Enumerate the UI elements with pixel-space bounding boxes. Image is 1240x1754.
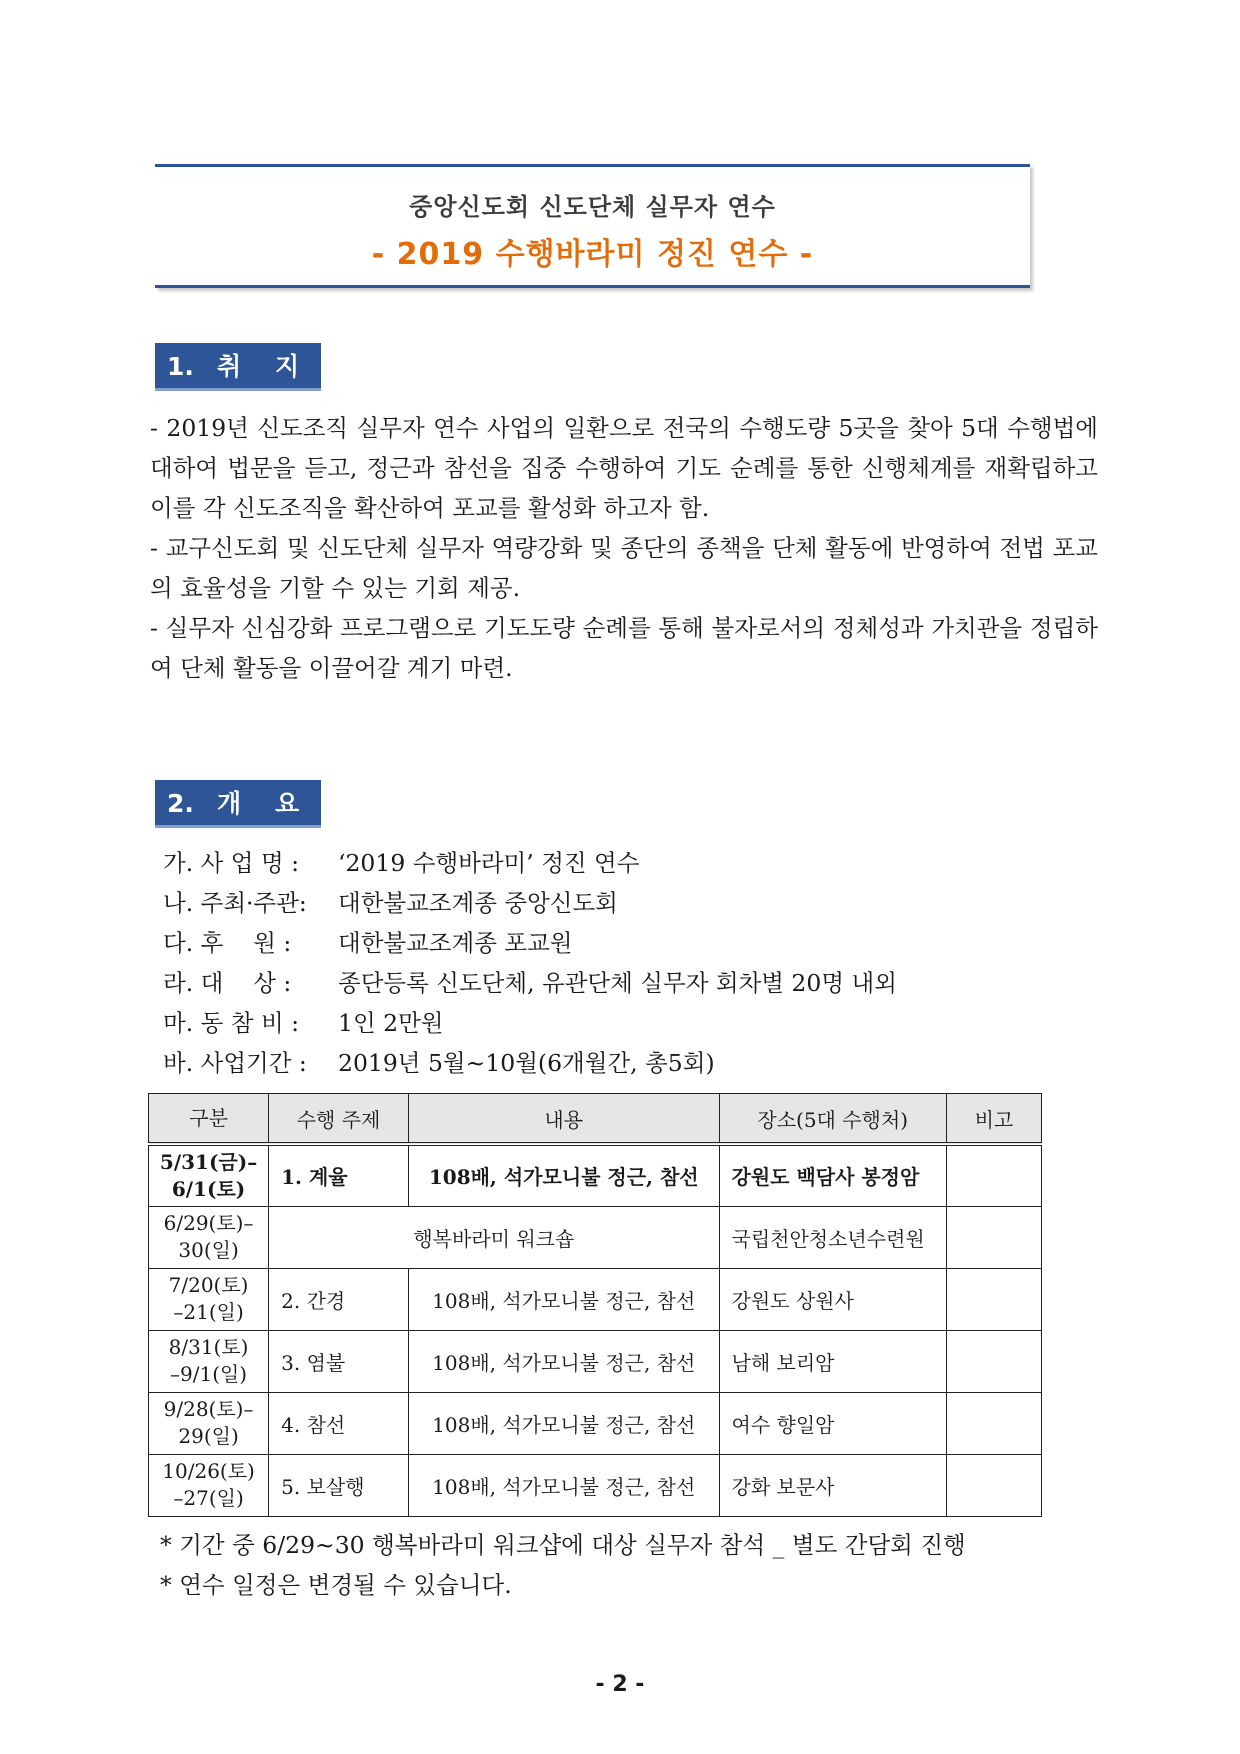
- table-header-row: [149, 1094, 1042, 1145]
- date-end: 30(일): [178, 1238, 239, 1262]
- date-start: 8/31(토): [168, 1335, 249, 1359]
- date-end: –9/1(일): [170, 1362, 248, 1386]
- merged-content-cell: 행복바라미 워크숍: [269, 1206, 719, 1268]
- note-cell: [946, 1206, 1041, 1268]
- theme-cell: 5. 보살행: [269, 1454, 409, 1516]
- schedule-table: [148, 1093, 1042, 1517]
- theme-cell: 3. 염불: [269, 1330, 409, 1392]
- overview-list: [163, 843, 897, 1083]
- table-row: [149, 1206, 1042, 1268]
- column-header: 장소(5대 수행처): [719, 1094, 946, 1145]
- note-cell: [946, 1392, 1041, 1454]
- footnote: * 연수 일정은 변경될 수 있습니다.: [160, 1571, 512, 1599]
- section-number: 2.: [167, 789, 194, 818]
- note-cell: [946, 1144, 1041, 1206]
- section-title-char: 요: [275, 789, 300, 818]
- overview-item: [163, 843, 897, 883]
- column-header: 수행 주제: [269, 1094, 409, 1145]
- overview-value: 대한불교조계종 포교원: [338, 929, 573, 957]
- overview-value: 2019년 5월~10월(6개월간, 총5회): [338, 1049, 715, 1077]
- place-cell: 강원도 백담사 봉정암: [719, 1144, 946, 1206]
- theme-cell: 4. 참선: [269, 1392, 409, 1454]
- overview-item: [163, 883, 897, 923]
- content-cell: 108배, 석가모니불 정근, 참선: [408, 1330, 719, 1392]
- place-cell: 국립천안청소년수련원: [719, 1206, 946, 1268]
- overview-key: 가. 사 업 명 :: [163, 849, 300, 877]
- document-title: 중앙신도회 신도단체 실무자 연수: [409, 193, 776, 221]
- table-row: [149, 1454, 1042, 1516]
- theme-cell: 1. 계율: [269, 1144, 409, 1206]
- date-end: 6/1(토): [171, 1176, 246, 1201]
- place-cell: 강원도 상원사: [719, 1268, 946, 1330]
- overview-key: 나. 주최·주관:: [163, 889, 307, 917]
- footnotes: [160, 1525, 966, 1605]
- theme-cell: 2. 간경: [269, 1268, 409, 1330]
- date-cell: [149, 1206, 269, 1268]
- section-heading-purpose: [155, 343, 321, 391]
- purpose-paragraph: - 교구신도회 및 신도단체 실무자 역량강화 및 종단의 종책을 단체 활동에 반영하여 전법 포교의 효율성을 기할 수 있는 기회 제공.: [150, 534, 1098, 602]
- overview-item: [163, 1043, 897, 1083]
- column-header: 비고: [946, 1094, 1041, 1145]
- overview-value: ‘2019 수행바라미’ 정진 연수: [338, 849, 640, 877]
- section-heading-overview: [155, 780, 321, 828]
- section-title-char: 취: [217, 352, 242, 381]
- date-cell: [149, 1454, 269, 1516]
- date-start: 5/31(금)–: [159, 1149, 258, 1174]
- overview-item: [163, 923, 897, 963]
- overview-value: 1인 2만원: [338, 1009, 444, 1037]
- section-title-char: 개: [217, 789, 242, 818]
- date-start: 9/28(토)–: [163, 1397, 254, 1421]
- content-cell: 108배, 석가모니불 정근, 참선: [408, 1454, 719, 1516]
- content-cell: 108배, 석가모니불 정근, 참선: [408, 1268, 719, 1330]
- purpose-paragraph: - 실무자 신심강화 프로그램으로 기도도량 순례를 통해 불자로서의 정체성과 가치관을 정립하여 단체 활동을 이끌어갈 계기 마련.: [150, 614, 1098, 682]
- document-subtitle: - 2019 수행바라미 정진 연수 -: [371, 237, 814, 272]
- document-title-box: [155, 164, 1030, 288]
- overview-item: [163, 963, 897, 1003]
- date-start: 6/29(토)–: [163, 1211, 254, 1235]
- content-cell: 108배, 석가모니불 정근, 참선: [408, 1144, 719, 1206]
- section-title-char: 지: [275, 352, 300, 381]
- overview-key: 다. 후 원 :: [163, 929, 292, 957]
- overview-value: 대한불교조계종 중앙신도회: [338, 889, 618, 917]
- note-cell: [946, 1330, 1041, 1392]
- date-start: 7/20(토): [168, 1273, 249, 1297]
- date-cell: [149, 1268, 269, 1330]
- place-cell: 여수 향일암: [719, 1392, 946, 1454]
- date-cell: [149, 1330, 269, 1392]
- place-cell: 강화 보문사: [719, 1454, 946, 1516]
- table-row: [149, 1144, 1042, 1206]
- note-cell: [946, 1268, 1041, 1330]
- note-cell: [946, 1454, 1041, 1516]
- purpose-paragraph: - 2019년 신도조직 실무자 연수 사업의 일환으로 전국의 수행도량 5곳을 찾아 5대 수행법에 대하여 법문을 듣고, 정근과 참선을 집중 수행하여 기도 순례를 통한 신행체계를 재확립하고 이를 각 신도조직을 확산하여 포교를 활성화 하고자 함.: [150, 414, 1098, 522]
- overview-item: [163, 1003, 897, 1043]
- overview-value: 종단등록 신도단체, 유관단체 실무자 회차별 20명 내외: [338, 969, 897, 997]
- purpose-paragraphs: [150, 408, 1098, 688]
- overview-key: 마. 동 참 비 :: [163, 1009, 300, 1037]
- column-header: 내용: [408, 1094, 719, 1145]
- table-row: [149, 1392, 1042, 1454]
- date-end: 29(일): [178, 1424, 239, 1448]
- column-header: 구분: [149, 1094, 269, 1145]
- content-cell: 108배, 석가모니불 정근, 참선: [408, 1392, 719, 1454]
- section-number: 1.: [167, 352, 194, 381]
- page-number: - 2 -: [595, 1672, 645, 1697]
- overview-key: 바. 사업기간 :: [163, 1049, 307, 1077]
- date-end: –21(일): [173, 1300, 244, 1324]
- overview-key: 라. 대 상 :: [163, 969, 292, 997]
- footnote: * 기간 중 6/29~30 행복바라미 워크샵에 대상 실무자 참석 _ 별도 간담회 진행: [160, 1531, 966, 1559]
- date-end: –27(일): [173, 1486, 244, 1510]
- table-row: [149, 1330, 1042, 1392]
- table-row: [149, 1268, 1042, 1330]
- date-cell: [149, 1392, 269, 1454]
- date-cell: [149, 1144, 269, 1206]
- place-cell: 남해 보리암: [719, 1330, 946, 1392]
- date-start: 10/26(토): [162, 1459, 255, 1483]
